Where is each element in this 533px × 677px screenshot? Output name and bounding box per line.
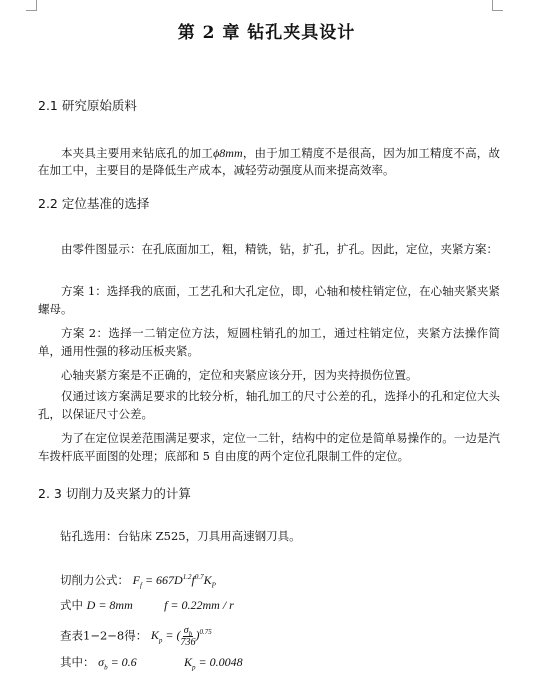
kp-formula-line (60, 625, 212, 648)
section-2-1-paragraph (38, 145, 500, 179)
where-line (60, 598, 234, 613)
para-text-b: ，由于加工精度不是很高，因为加工精度不高，故在加工中，主要目的是降低生产成本，减轻劳动强度从而来提高效率。 (38, 146, 501, 177)
kp-formula: $K_p$ = ( $\frac{\sigma_b}{736}$ )$^{0.75}$ (150, 625, 212, 648)
among-line (60, 655, 243, 670)
section-2-3-heading: 2. 3 切削力及夹紧力的计算 (38, 486, 191, 501)
cutting-force-label: 切削力公式： (60, 573, 129, 587)
crop-mark-top-right (492, 0, 503, 11)
section-2-2-para-3: 方案 2：选择一二销定位方法，短圆柱销孔的加工，通过柱销定位，夹紧方法操作简单，通用性强的移动压板夹紧。 (38, 326, 500, 358)
section-2-1-heading: 2.1 研究原始质料 (38, 98, 137, 113)
section-2-2-para-1: 由零件图显示：在孔底面加工，粗，精铣，钻，扩孔，扩孔。因此，定位，夹紧方案： (61, 242, 498, 256)
sigma-value: $\sigma_b = 0.6$ (98, 655, 137, 672)
chapter-title: 第 2 章 钻孔夹具设计 (177, 23, 356, 43)
section-2-2-para-2: 方案 1：选择我的底面，工艺孔和大孔定位，即，心轴和棱柱销定位，在心轴夹紧夹紧螺母。 (38, 284, 500, 316)
kp-value: $K_p = 0.0048$ (184, 655, 243, 672)
para-text-a: 本夹具主要用来钻底孔的加工 (61, 146, 214, 160)
section-2-2-para-5: 仅通过该方案满足要求的比较分析，轴孔加工的尺寸公差的孔，选择小的孔和定位大头孔，以保证尺寸公差。 (38, 389, 500, 421)
where-label: 式中 (60, 598, 83, 612)
kp-fraction: $\frac{\sigma_b}{736}$ (180, 625, 196, 648)
feed-value: f = 0.22mm / r (164, 598, 234, 612)
formula-ff: $F_f = 667D^{1.2}f^{0.7}K_P$ (132, 573, 216, 590)
table-lookup-label: 查表1−2−8得： (60, 628, 148, 643)
section-2-2-heading: 2.2 定位基准的选择 (38, 196, 150, 211)
diameter-value: D = 8mm (86, 598, 133, 612)
cutting-force-formula (60, 573, 216, 588)
among-label: 其中： (60, 655, 95, 669)
crop-mark-top-left (26, 0, 37, 11)
section-2-2-para-4: 心轴夹紧方案是不正确的，定位和夹紧应该分开，因为夹持损伤位置。 (61, 368, 418, 382)
section-2-2-para-6: 为了在定位误差范围满足要求，定位一二针，结构中的定位是简单易操作的。一边是汽车拨杆底平面图的处理；底部和 5 自由度的两个定位孔限制工件的定位。 (38, 431, 500, 463)
drill-selection-line: 钻孔选用：台钻床 Z525，刀具用高速钢刀具。 (60, 529, 301, 543)
dimension-math: ϕ8mm (213, 146, 243, 160)
